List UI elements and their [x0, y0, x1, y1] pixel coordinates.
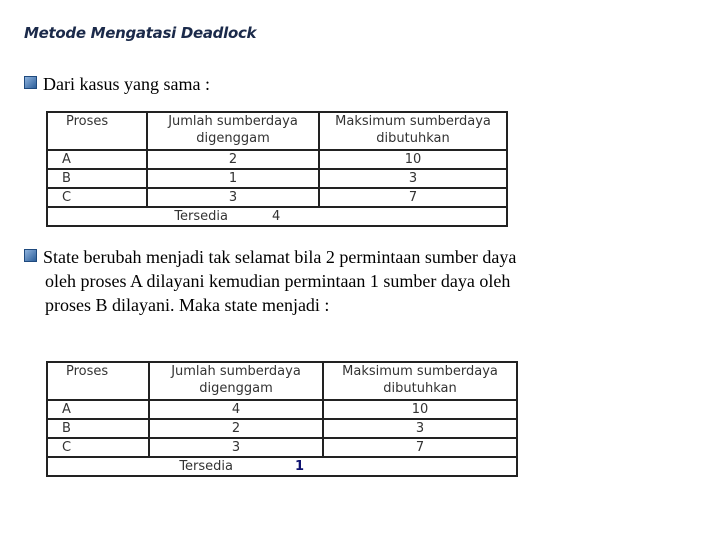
bullet-2 [24, 245, 689, 317]
available-row [47, 457, 517, 476]
resource-table-unsafe [46, 361, 518, 477]
available-row [47, 207, 507, 226]
bullet-1-text: Dari kasus yang sama : [43, 74, 210, 94]
table-row: B 2 3 [47, 419, 517, 438]
header-held: Jumlah sumberdaya digenggam [149, 362, 323, 400]
square-bullet-icon [24, 249, 37, 262]
slide-title: Metode Mengatasi Deadlock [24, 24, 257, 42]
available-value: 4 [272, 209, 281, 224]
available-value: 1 [295, 459, 305, 474]
bullet-2-line-1: State berubah menjadi tak selamat bila 2 permintaan sumber daya [43, 247, 517, 267]
header-process: Proses [47, 362, 149, 400]
available-label: Tersedia [174, 209, 228, 224]
bullet-1 [24, 72, 210, 96]
table-row: B 1 3 [47, 169, 507, 188]
bullet-2-line-2: oleh proses A dilayani kemudian permintaan 1 sumber daya oleh [45, 271, 511, 291]
header-process: Proses [47, 112, 147, 150]
header-max: Maksimum sumberdaya dibutuhkan [323, 362, 517, 400]
header-held: Jumlah sumberdaya digenggam [147, 112, 319, 150]
square-bullet-icon [24, 76, 37, 89]
table-row: C 3 7 [47, 438, 517, 457]
available-label: Tersedia [179, 459, 233, 474]
bullet-2-line-3: proses B dilayani. Maka state menjadi : [45, 295, 330, 315]
resource-table-initial [46, 111, 508, 227]
header-max: Maksimum sumberdaya dibutuhkan [319, 112, 507, 150]
table-row: C 3 7 [47, 188, 507, 207]
table-row: A 2 10 [47, 150, 507, 169]
table-row: A 4 10 [47, 400, 517, 419]
